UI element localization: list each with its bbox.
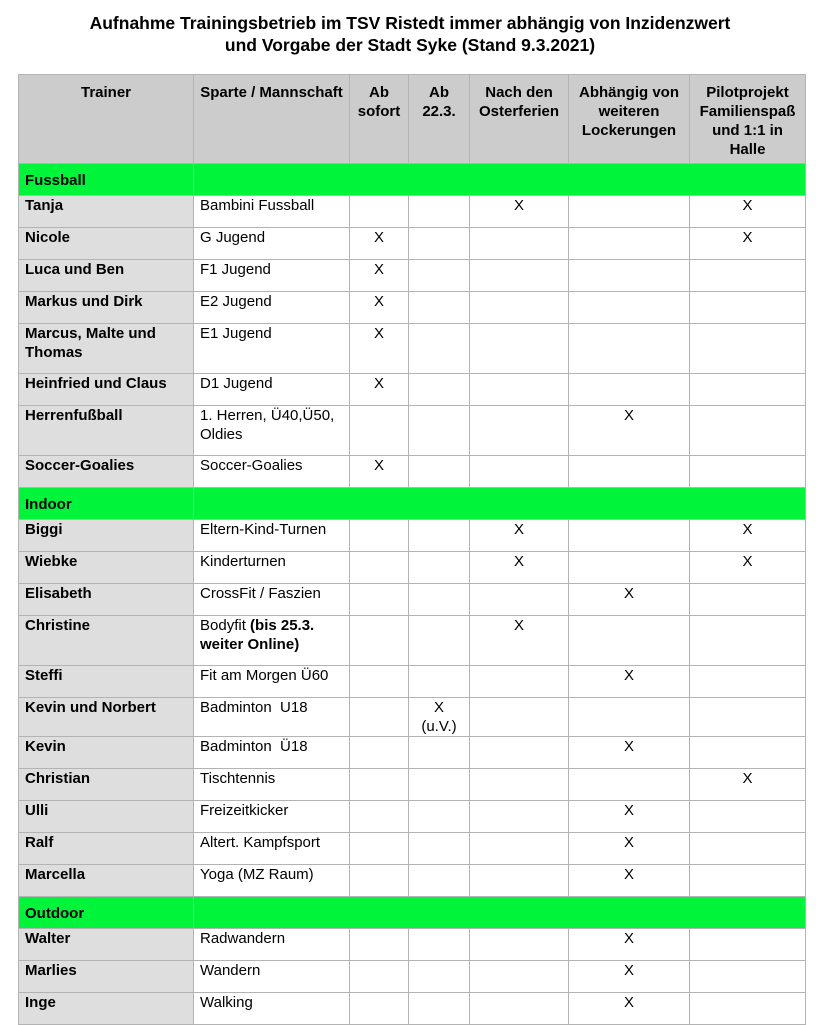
mark-cell (409, 616, 470, 666)
mark-cell (409, 260, 470, 292)
mark-cell (470, 456, 569, 488)
table-row (19, 406, 806, 456)
section-row-fussball (19, 164, 806, 196)
mark-cell (470, 260, 569, 292)
mark-cell: X (350, 260, 409, 292)
mark-cell: X (569, 737, 690, 769)
mark-cell (409, 520, 470, 552)
sparte-cell: Bambini Fussball (194, 196, 350, 228)
mark-cell (690, 292, 806, 324)
header-sparte: Sparte / Mannschaft (194, 75, 350, 164)
training-table (18, 74, 806, 1025)
mark-cell: X (470, 616, 569, 666)
sparte-note: (bis 25.3. weiter Online) (200, 617, 315, 653)
mark-cell (470, 833, 569, 865)
sparte-cell: Walking (194, 993, 350, 1025)
mark-cell (569, 292, 690, 324)
trainer-cell: Marcella (19, 865, 194, 897)
mark-cell (350, 616, 409, 666)
mark-cell (690, 456, 806, 488)
mark-cell (569, 228, 690, 260)
mark-cell (569, 324, 690, 374)
mark-cell (409, 292, 470, 324)
trainer-cell: Elisabeth (19, 584, 194, 616)
sparte-cell: Wandern (194, 961, 350, 993)
mark-cell (409, 196, 470, 228)
trainer-cell: Nicole (19, 228, 194, 260)
mark-cell (350, 769, 409, 801)
table-row (19, 737, 806, 769)
section-label: Outdoor (19, 897, 194, 929)
mark-cell (470, 929, 569, 961)
trainer-cell: Soccer-Goalies (19, 456, 194, 488)
mark-cell: X (350, 456, 409, 488)
table-row (19, 769, 806, 801)
sparte-cell: E2 Jugend (194, 292, 350, 324)
header-ab-sofort: Ab sofort (350, 75, 409, 164)
mark-cell (690, 993, 806, 1025)
title-line-1: Aufnahme Trainingsbetrieb im TSV Ristedt immer abhängig von Inzidenzwert (89, 13, 731, 33)
table-row (19, 801, 806, 833)
trainer-cell: Inge (19, 993, 194, 1025)
mark-cell: X (569, 961, 690, 993)
mark-cell (409, 929, 470, 961)
mark-cell (350, 865, 409, 897)
sparte-cell: Fit am Morgen Ü60 (194, 666, 350, 698)
mark-cell (409, 833, 470, 865)
sparte-cell: Badminton U18 (194, 698, 350, 737)
sparte-cell: Yoga (MZ Raum) (194, 865, 350, 897)
mark-cell (690, 666, 806, 698)
sparte-cell: Kinderturnen (194, 552, 350, 584)
mark-cell (409, 324, 470, 374)
table-row (19, 666, 806, 698)
trainer-cell: Wiebke (19, 552, 194, 584)
trainer-cell: Biggi (19, 520, 194, 552)
mark-cell: X (470, 552, 569, 584)
mark-cell: X (470, 196, 569, 228)
table-row (19, 228, 806, 260)
mark-cell (569, 456, 690, 488)
trainer-cell: Kevin (19, 737, 194, 769)
mark-cell: X (569, 666, 690, 698)
mark-cell (569, 769, 690, 801)
mark-cell: X (569, 865, 690, 897)
trainer-cell: Markus und Dirk (19, 292, 194, 324)
mark-cell (470, 324, 569, 374)
mark-cell: X (350, 374, 409, 406)
mark-cell: X (350, 228, 409, 260)
mark-cell (409, 374, 470, 406)
mark-cell (470, 292, 569, 324)
sparte-cell: E1 Jugend (194, 324, 350, 374)
table-row (19, 616, 806, 666)
mark-cell: X (569, 993, 690, 1025)
mark-cell: X (690, 228, 806, 260)
mark-cell (409, 737, 470, 769)
mark-cell: X (690, 196, 806, 228)
sparte-cell: 1. Herren, Ü40,Ü50, Oldies (194, 406, 350, 456)
mark-cell: X (690, 552, 806, 584)
mark-cell (409, 406, 470, 456)
mark-cell: X (u.V.) (409, 698, 470, 737)
mark-cell (470, 961, 569, 993)
sparte-cell: F1 Jugend (194, 260, 350, 292)
trainer-cell: Herrenfußball (19, 406, 194, 456)
mark-cell (690, 260, 806, 292)
trainer-cell: Heinfried und Claus (19, 374, 194, 406)
table-row (19, 698, 806, 737)
sparte-cell: Tischtennis (194, 769, 350, 801)
document-title (0, 0, 820, 55)
sparte-cell: Freizeitkicker (194, 801, 350, 833)
trainer-cell: Ralf (19, 833, 194, 865)
table-row (19, 961, 806, 993)
header-trainer: Trainer (19, 75, 194, 164)
table-row (19, 456, 806, 488)
mark-cell (690, 961, 806, 993)
trainer-cell: Christine (19, 616, 194, 666)
mark-cell (470, 993, 569, 1025)
section-label: Fussball (19, 164, 194, 196)
mark-cell (690, 737, 806, 769)
table-row (19, 929, 806, 961)
mark-cell (350, 698, 409, 737)
mark-cell (569, 616, 690, 666)
mark-cell (350, 737, 409, 769)
sparte-cell: CrossFit / Faszien (194, 584, 350, 616)
mark-cell (350, 801, 409, 833)
table-row (19, 292, 806, 324)
mark-cell (690, 801, 806, 833)
mark-cell (409, 769, 470, 801)
table-row (19, 520, 806, 552)
table-row (19, 552, 806, 584)
mark-cell: X (569, 801, 690, 833)
mark-cell (690, 324, 806, 374)
trainer-cell: Luca und Ben (19, 260, 194, 292)
mark-cell: X (569, 833, 690, 865)
mark-cell: X (690, 769, 806, 801)
header-pilotprojekt: Pilotprojekt Familienspaß und 1:1 in Halle (690, 75, 806, 164)
sparte-cell: G Jugend (194, 228, 350, 260)
mark-cell (569, 520, 690, 552)
mark-cell (470, 406, 569, 456)
mark-cell: X (470, 520, 569, 552)
mark-cell (690, 406, 806, 456)
section-label: Indoor (19, 488, 194, 520)
sparte-cell: Eltern-Kind-Turnen (194, 520, 350, 552)
table-row (19, 374, 806, 406)
section-row-indoor (19, 488, 806, 520)
mark-cell (350, 406, 409, 456)
mark-cell (350, 993, 409, 1025)
mark-cell (569, 374, 690, 406)
mark-cell (350, 961, 409, 993)
table-row (19, 324, 806, 374)
sparte-cell (194, 616, 350, 666)
mark-cell (690, 698, 806, 737)
mark-cell (690, 865, 806, 897)
sparte-cell: D1 Jugend (194, 374, 350, 406)
mark-cell (690, 929, 806, 961)
mark-cell (350, 929, 409, 961)
sparte-cell: Altert. Kampfsport (194, 833, 350, 865)
mark-cell (470, 865, 569, 897)
mark-cell (350, 584, 409, 616)
table-row (19, 993, 806, 1025)
mark-cell (569, 196, 690, 228)
trainer-cell: Kevin und Norbert (19, 698, 194, 737)
trainer-cell: Marcus, Malte und Thomas (19, 324, 194, 374)
mark-cell (350, 833, 409, 865)
mark-cell (690, 616, 806, 666)
mark-cell (409, 666, 470, 698)
header-lockerungen: Abhängig von weiteren Lockerungen (569, 75, 690, 164)
table-row (19, 833, 806, 865)
mark-cell (470, 737, 569, 769)
mark-cell (409, 228, 470, 260)
mark-cell (350, 520, 409, 552)
mark-cell: X (350, 324, 409, 374)
mark-cell (690, 833, 806, 865)
mark-cell: X (690, 520, 806, 552)
mark-cell (569, 260, 690, 292)
header-row (19, 75, 806, 164)
trainer-cell: Tanja (19, 196, 194, 228)
mark-cell (470, 228, 569, 260)
trainer-cell: Christian (19, 769, 194, 801)
table-row (19, 260, 806, 292)
mark-cell: X (569, 406, 690, 456)
mark-cell (569, 552, 690, 584)
mark-cell (409, 865, 470, 897)
sparte-cell: Radwandern (194, 929, 350, 961)
trainer-cell: Marlies (19, 961, 194, 993)
header-ab-22-3: Ab 22.3. (409, 75, 470, 164)
mark-cell: X (569, 929, 690, 961)
mark-cell: X (350, 292, 409, 324)
mark-cell (470, 769, 569, 801)
mark-cell (409, 801, 470, 833)
mark-cell (690, 374, 806, 406)
mark-cell (350, 666, 409, 698)
mark-cell (350, 196, 409, 228)
table-row (19, 584, 806, 616)
mark-cell (409, 456, 470, 488)
mark-cell (470, 374, 569, 406)
mark-cell (569, 698, 690, 737)
sparte-cell: Soccer-Goalies (194, 456, 350, 488)
section-row-outdoor (19, 897, 806, 929)
title-line-2: und Vorgabe der Stadt Syke (Stand 9.3.2021) (224, 35, 596, 55)
mark-cell (470, 584, 569, 616)
sparte-text: Bodyfit (200, 617, 246, 634)
mark-cell (470, 666, 569, 698)
trainer-cell: Walter (19, 929, 194, 961)
table-row (19, 196, 806, 228)
table-row (19, 865, 806, 897)
mark-cell (690, 584, 806, 616)
mark-cell (470, 698, 569, 737)
mark-cell (409, 961, 470, 993)
mark-cell (409, 552, 470, 584)
mark-cell (409, 584, 470, 616)
sparte-cell: Badminton Ü18 (194, 737, 350, 769)
mark-cell: X (569, 584, 690, 616)
mark-cell (409, 993, 470, 1025)
mark-cell (470, 801, 569, 833)
mark-cell (350, 552, 409, 584)
trainer-cell: Ulli (19, 801, 194, 833)
header-osterferien: Nach den Osterferien (470, 75, 569, 164)
trainer-cell: Steffi (19, 666, 194, 698)
